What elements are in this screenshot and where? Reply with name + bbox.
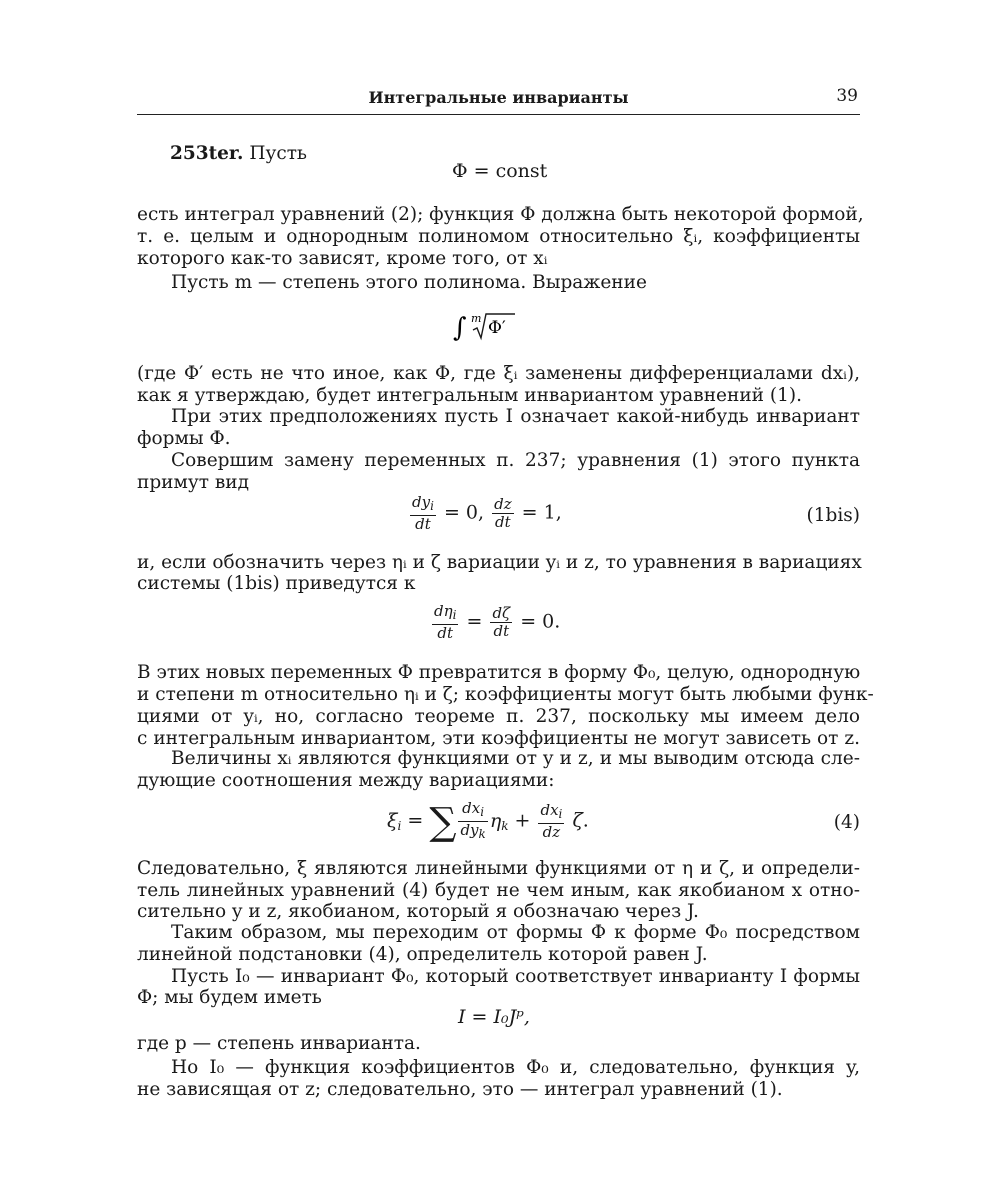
equation-label-4: (4) — [833, 812, 860, 833]
text-line: где p — степень инварианта. — [137, 1033, 421, 1054]
text-line: с интегральным инвариантом, эти коэффициенты не могут зависеть от z. — [137, 728, 860, 749]
text-line: Φ; мы будем иметь — [137, 987, 322, 1008]
page-number: 39 — [836, 86, 858, 106]
text-line: примут вид — [137, 472, 250, 493]
fraction-deta-dt: $\frac{d\eta_i}{dt}$ — [434, 602, 457, 642]
fraction-dxi-dyk: $\frac{dx_i}{dy_k}$ — [460, 799, 486, 841]
equation-4: $\xi_i$ = ∑ $\frac{dx_i}{dy_k}$ $\eta_k$ + $\frac{dx_i}{dz}$ ζ. — [387, 799, 589, 844]
text-line: (где Φ′ есть не что иное, как Φ, где ξᵢ заменены дифференциалами dxᵢ), — [137, 363, 860, 384]
text-line: как я утверждаю, будет интегральным инвариантом уравнений (1). — [137, 385, 802, 406]
integral-root-formula — [453, 308, 533, 344]
header-rule — [137, 114, 860, 115]
fraction-dz-dt: $\frac{dz}{dt}$ — [494, 495, 512, 531]
text-line: т. е. целым и однородным полиномом относительно ξᵢ, коэффициенты — [137, 226, 860, 247]
text-line: и степени m относительно ηᵢ и ζ; коэффициенты могут быть любыми функ- — [137, 684, 874, 705]
equation-phi-const: Φ = const — [452, 160, 548, 182]
text-line: Таким образом, мы переходим от формы Φ к форме Φ₀ посредством — [171, 922, 860, 943]
text-line: тель линейных уравнений (4) будет не чем иным, как якобианом x отно- — [137, 880, 860, 901]
equation-integral-root — [453, 308, 533, 349]
fraction-dxi-dz: $\frac{dx_i}{dz}$ — [540, 801, 563, 841]
root-index: m — [471, 312, 482, 325]
text-line: Пусть m — степень этого полинома. Выражение — [171, 272, 647, 293]
section-number: 253ter. — [170, 143, 244, 164]
equation-1bis: $\frac{dy_i}{dt}$ = 0, $\frac{dz}{dt}$ = 1, — [412, 493, 562, 533]
text-line: линейной подстановки (4), определитель которой равен J. — [137, 944, 708, 965]
text-line: и, если обозначить через ηᵢ и ζ вариации yᵢ и z, то уравнения в вариациях — [137, 552, 862, 573]
running-head — [137, 86, 860, 112]
text-line: есть интеграл уравнений (2); функция Φ должна быть некоторой формой, — [137, 204, 864, 225]
text-line: Совершим замену переменных п. 237; уравнения (1) этого пункта — [171, 450, 860, 471]
text-line: Пусть I₀ — инвариант Φ₀, который соответствует инварианту I формы — [171, 966, 860, 987]
text-line: дующие соотношения между вариациями: — [137, 770, 555, 791]
equation-variations: $\frac{d\eta_i}{dt}$ = $\frac{d\zeta}{dt}$ = 0. — [434, 602, 561, 642]
fraction-dyi-dt: $\frac{dy_i}{dt}$ — [412, 493, 434, 533]
section-opening — [170, 143, 307, 165]
section-intro: Пусть — [249, 143, 307, 164]
radicand: Φ′ — [488, 318, 506, 338]
text-line: сительно y и z, якобианом, который я обозначаю через J. — [137, 901, 699, 922]
text-line: не зависящая от z; следовательно, это — интеграл уравнений (1). — [137, 1079, 783, 1100]
sum-sign: ∑ — [429, 799, 457, 844]
text-line: Величины xᵢ являются функциями от y и z, и мы выводим отсюда сле- — [171, 748, 860, 769]
equation-invariant: I = I₀Jᵖ, — [458, 1006, 530, 1028]
text-line: циями от yᵢ, но, согласно теореме п. 237, поскольку мы имеем дело — [137, 706, 860, 727]
equation-label-1bis: (1bis) — [806, 505, 860, 526]
text-line: Следовательно, ξ являются линейными функциями от η и ζ, и определи- — [137, 858, 860, 879]
integral-sign: ∫ — [453, 313, 467, 343]
text-line: При этих предположениях пусть I означает какой-нибудь инвариант — [171, 406, 860, 427]
text-line: которого как-то зависят, кроме того, от xᵢ — [137, 248, 548, 269]
text-line: системы (1bis) приведутся к — [137, 573, 416, 594]
text-line: формы Φ. — [137, 428, 231, 449]
fraction-dzeta-dt: $\frac{d\zeta}{dt}$ — [492, 604, 511, 640]
text-line: Но I₀ — функция коэффициентов Φ₀ и, следовательно, функция y, — [171, 1057, 860, 1078]
running-title: Интегральные инварианты — [368, 88, 629, 107]
text-line: В этих новых переменных Φ превратится в форму Φ₀, целую, однородную — [137, 662, 861, 683]
